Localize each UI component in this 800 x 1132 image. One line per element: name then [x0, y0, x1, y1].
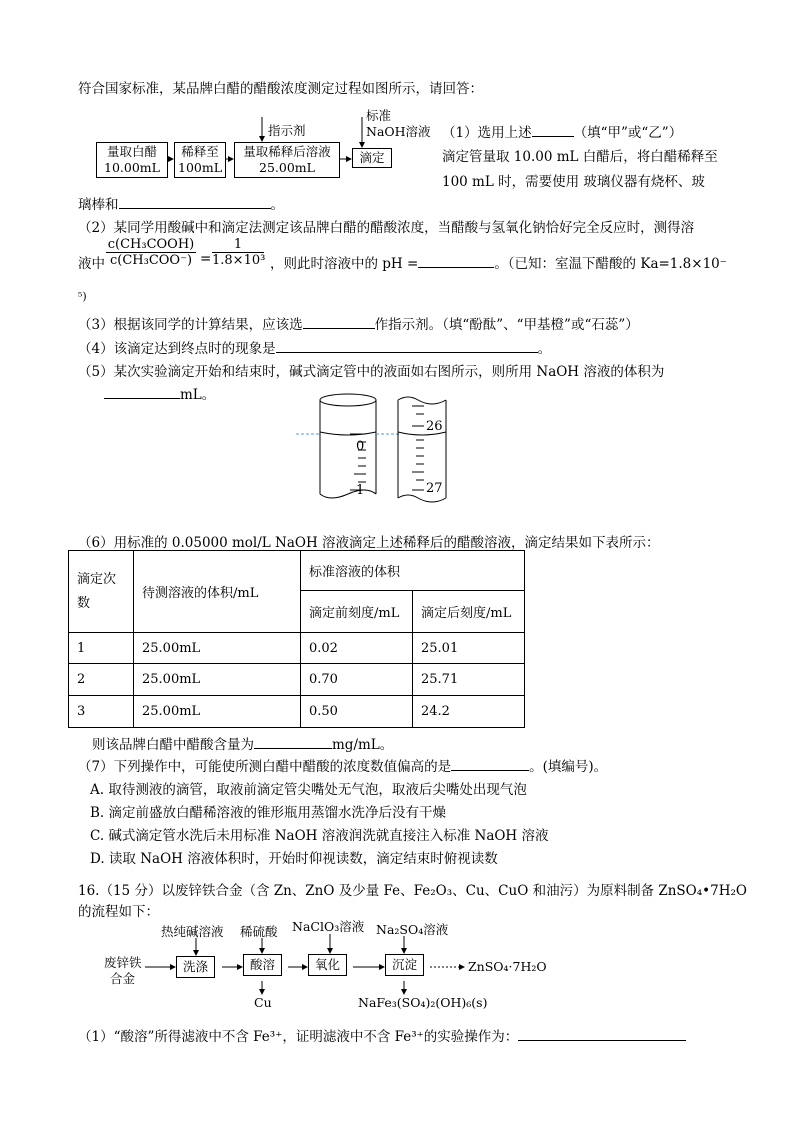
flow-box-titrate: 滴定 — [352, 148, 392, 168]
th-standard-volume: 标准溶液的体积 — [301, 551, 525, 591]
q2-fraction-conc: c(CH₃COOH) c(CH₃COO⁻) — [107, 237, 195, 268]
q1-line3: 100 mL 时，需要使用 玻璃仪器有烧杯、玻 — [442, 174, 705, 190]
step-wash: 洗涤 — [176, 956, 215, 978]
step-precipitate: 沉淀 — [385, 954, 424, 976]
q1-line4: 璃棒和 。 — [78, 197, 284, 213]
q16-sub1: （1）“酸溶”所得滤液中不含 Fe³⁺，证明滤液中不含 Fe³⁺的实验操作为： — [78, 1025, 686, 1045]
raw-material-label-1: 废锌铁 — [104, 955, 142, 970]
raw-material-label-2: 合金 — [110, 971, 136, 986]
step-acid-dissolve: 酸溶 — [243, 954, 282, 976]
burette-start-label-bottom: 1 — [356, 483, 365, 498]
q16-line1: 16.（15 分）以废锌铁合金（含 Zn、ZnO 及少量 Fe、Fe₂O₃、Cu、CuO 和油污）为原料制备 ZnSO₄•7H₂O — [78, 883, 747, 899]
q2-equals: = — [200, 251, 212, 267]
indicator-label: 指示剂 — [268, 123, 306, 138]
step-oxidize: 氧化 — [308, 954, 347, 976]
q7-line: （7）下列操作中，可能使所测白醋中醋酸的浓度数值偏高的是 。(填编号)。 — [78, 759, 608, 775]
q16-line2: 的流程如下： — [78, 904, 159, 920]
burette-start-label-top: 0 — [356, 439, 365, 454]
th-trial: 滴定次数 — [69, 551, 134, 633]
q4-line: （4）该滴定达到终点时的现象是 。 — [78, 341, 552, 357]
byproduct-cu: Cu — [254, 995, 272, 1010]
q2-line2-prefix: 液中 — [78, 256, 105, 272]
q2-fraction-ratio: $\frac{1}{\text{1.8×10³}}$ — [212, 237, 266, 268]
reagent-dilute-h2so4: 稀硫酸 — [240, 924, 278, 939]
flow-box-take: 量取稀释后溶液 25.00mL — [234, 142, 340, 178]
th-before: 滴定前刻度/mL — [301, 591, 413, 633]
q2-line3: ⁵) — [78, 290, 87, 303]
th-sample-volume: 待测溶液的体积/mL — [134, 551, 301, 633]
q6-intro: （6）用标准的 0.05000 mol/L NaOH 溶液滴定上述稀释后的醋酸溶液，滴定结果如下表所示： — [78, 535, 660, 551]
q2-line1: （2）某同学用酸碱中和滴定法测定该品牌白醋的醋酸浓度，当醋酸与氢氧化钠恰好完全反应时，测得溶 — [78, 220, 695, 236]
table-row: 1 25.00mL 0.02 25.01 — [69, 633, 525, 664]
flow-box-measure: 量取白醋 10.00mL — [96, 142, 168, 178]
th-after: 滴定后刻度/mL — [413, 591, 525, 633]
reagent-hot-soda: 热纯碱溶液 — [161, 924, 224, 939]
q2-line2-suffix: ，则此时溶液中的 pH = 。（已知：室温下醋酸的 Ka=1.8×10⁻ — [270, 256, 727, 272]
table-row: 3 25.00mL 0.50 24.2 — [69, 696, 525, 728]
std-label-1: 标准 — [366, 108, 392, 123]
product-label: ZnSO₄·7H₂O — [468, 959, 547, 974]
intro-text: 符合国家标准，某品牌白醋的醋酸浓度测定过程如图所示，请回答： — [78, 81, 483, 97]
q7-option-c: C. 碱式滴定管水洗后未用标准 NaOH 溶液润洗就直接注入标准 NaOH 溶液 — [90, 828, 549, 844]
burette-end-label-top: 26 — [426, 419, 443, 434]
reagent-naclo3: NaClO₃溶液 — [292, 919, 365, 934]
q1-line2: 滴定管量取 10.00 mL 白醋后，将白醋稀释至 — [442, 149, 718, 165]
q3-line: （3）根据该同学的计算结果，应该选 作指示剂。（填“酚酞”、“甲基橙”或“石蕊”） — [78, 317, 639, 333]
q5-line2: mL。 — [104, 383, 215, 403]
byproduct-jarosite: NaFe₃(SO₄)₂(OH)₆(s) — [358, 995, 488, 1010]
q1-line1: （1）选用上述 （填“甲”或“乙”） — [442, 125, 683, 141]
q7-option-d: D. 读取 NaOH 溶液体积时，开始时仰视读数，滴定结束时俯视读数 — [90, 851, 498, 867]
reagent-na2so4: Na₂SO₄溶液 — [376, 922, 449, 937]
burette-end-label-bottom: 27 — [426, 481, 443, 496]
std-label-2: NaOH溶液 — [366, 124, 431, 139]
q6-after: 则该品牌白醋中醋酸含量为 mg/mL。 — [92, 737, 394, 753]
q7-option-a: A. 取待测液的滴管，取液前滴定管尖嘴处无气泡，取液后尖嘴处出现气泡 — [90, 782, 527, 798]
table-row: 2 25.00mL 0.70 25.71 — [69, 664, 525, 696]
flow-box-dilute: 稀释至 100mL — [174, 142, 226, 178]
q7-option-b: B. 滴定前盛放白醋稀溶液的锥形瓶用蒸馏水洗净后没有干燥 — [90, 805, 447, 821]
q16-blank-1[interactable] — [518, 1028, 686, 1041]
q5-line1: （5）某次实验滴定开始和结束时，碱式滴定管中的液面如右图所示，则所用 NaOH 溶液的体积为 — [78, 364, 665, 380]
